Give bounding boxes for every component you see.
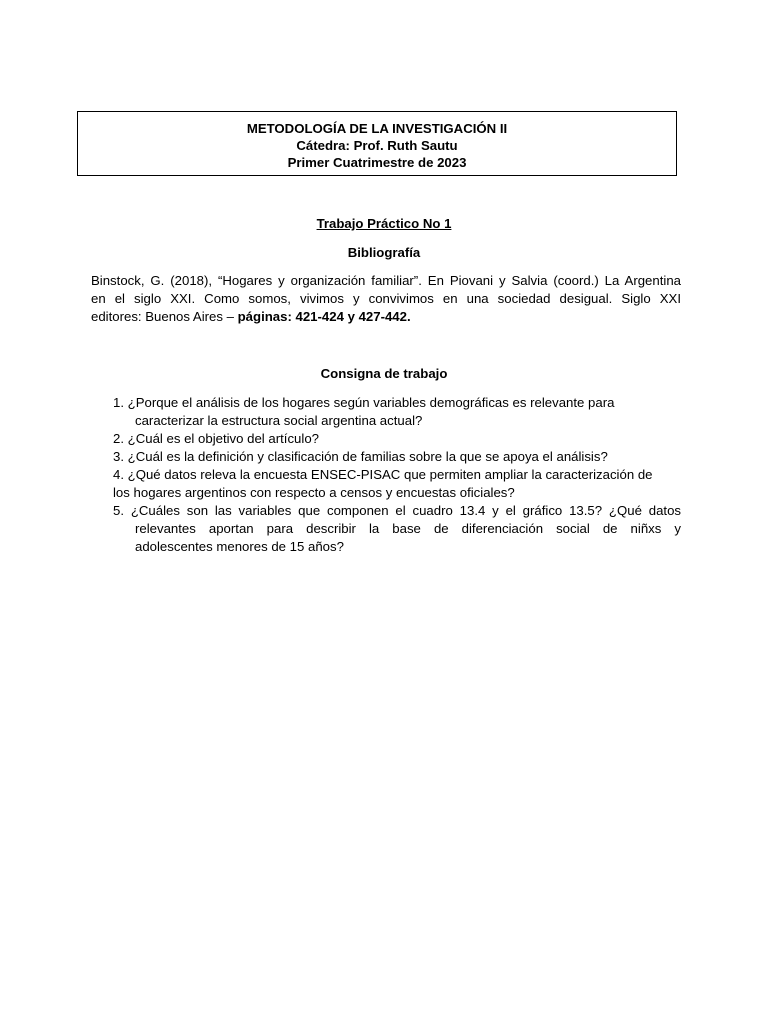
question-5 [113, 502, 681, 556]
question-4-line-2: los hogares argentinos con respecto a censos y encuestas oficiales? [113, 485, 515, 500]
bibliography-heading: Bibliografía [347, 245, 421, 260]
question-1 [113, 394, 681, 430]
course-header-box [77, 111, 677, 176]
question-5-line-2: relevantes aportan para describir la base de diferenciación social de niñxs y [135, 521, 681, 536]
question-4-line-1: 4. ¿Qué datos releva la encuesta ENSEC-PISAC que permiten ampliar la caracterización de [113, 467, 653, 482]
course-title: METODOLOGÍA DE LA INVESTIGACIÓN II [246, 121, 508, 136]
bibliography-pages: páginas: 421-424 y 427-442. [237, 309, 411, 324]
bibliography-line-1: Binstock, G. (2018), “Hogares y organización familiar”. En Piovani y Salvia (coord.) La Argentina [91, 273, 681, 288]
assignment-title: Trabajo Práctico No 1 [316, 216, 452, 231]
question-5-line-1: 5. ¿Cuáles son las variables que componen el cuadro 13.4 y el gráfico 13.5? ¿Qué datos [113, 503, 681, 518]
question-5-line-3: adolescentes menores de 15 años? [135, 539, 344, 554]
question-3: 3. ¿Cuál es la definición y clasificación de familias sobre la que se apoya el análisis? [113, 449, 608, 464]
question-4 [113, 466, 681, 502]
instructions-heading: Consigna de trabajo [320, 366, 448, 381]
question-1-line-2: caracterizar la estructura social argentina actual? [135, 413, 423, 428]
questions-list [113, 394, 681, 556]
bibliography-entry [91, 272, 681, 326]
bibliography-line-3 [91, 308, 681, 326]
question-2: 2. ¿Cuál es el objetivo del artículo? [113, 431, 319, 446]
bibliography-line-2: en el siglo XXI. Como somos, vivimos y convivimos en una sociedad desigual. Siglo XXI [91, 291, 681, 306]
course-term: Primer Cuatrimestre de 2023 [287, 155, 467, 170]
course-chair: Cátedra: Prof. Ruth Sautu [296, 138, 458, 153]
question-1-line-1: 1. ¿Porque el análisis de los hogares según variables demográficas es relevante para [113, 395, 615, 410]
bibliography-publisher: editores: Buenos Aires – [91, 309, 238, 324]
